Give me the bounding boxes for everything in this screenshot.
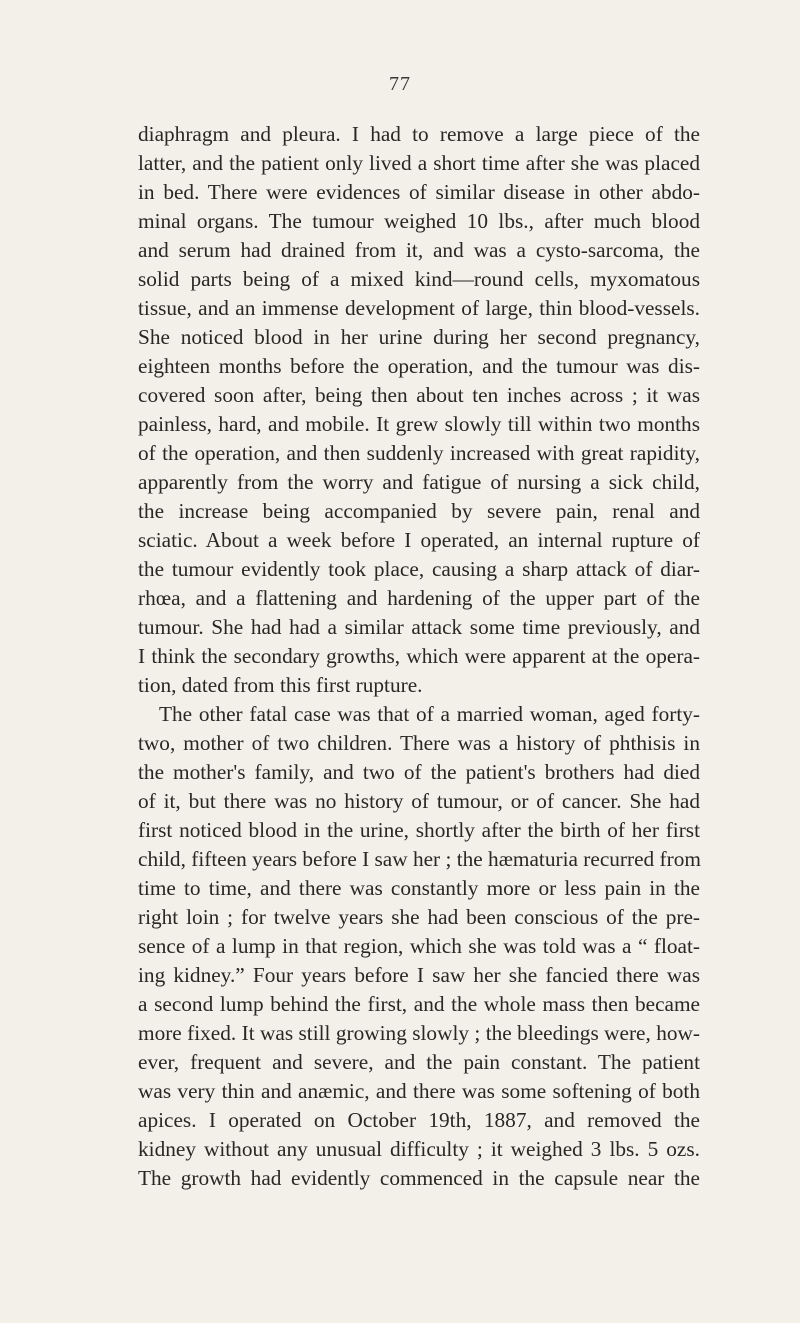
text-line: a second lump behind the first, and the whole mass then became [138,992,700,1016]
text-line: She noticed blood in her urine during her second pregnancy, [138,325,700,349]
text-line: the mother's family, and two of the patient's brothers had died [138,760,700,784]
text-line: sciatic. About a week before I operated, an internal rupture of [138,528,700,552]
text-line: kidney without any unusual difficulty ; it weighed 3 lbs. 5 ozs. [138,1137,700,1161]
text-line: tumour. She had had a similar attack some time previously, and [138,615,700,639]
text-line: tissue, and an immense development of large, thin blood-vessels. [138,296,700,320]
text-line: solid parts being of a mixed kind—round cells, myxomatous [138,267,700,291]
text-line: and serum had drained from it, and was a cysto-sarcoma, the [138,238,700,262]
text-line: latter, and the patient only lived a short time after she was placed [138,151,700,175]
text-line: rhœa, and a flattening and hardening of the upper part of the [138,586,700,610]
text-line: ever, frequent and severe, and the pain constant. The patient [138,1050,700,1074]
text-line: in bed. There were evidences of similar disease in other abdo- [138,180,700,204]
text-line: of the operation, and then suddenly increased with great rapidity, [138,441,700,465]
text-line: sence of a lump in that region, which she was told was a “ float- [138,934,700,958]
text-line: of it, but there was no history of tumour, or of cancer. She had [138,789,700,813]
text-line: ing kidney.” Four years before I saw her she fancied there was [138,963,700,987]
text-line: covered soon after, being then about ten inches across ; it was [138,383,700,407]
text-line: child, fifteen years before I saw her ; the hæmaturia recurred from [138,847,701,871]
text-line: was very thin and anæmic, and there was some softening of both [138,1079,700,1103]
text-line: the increase being accompanied by severe pain, renal and [138,499,700,523]
text-line: The growth had evidently commenced in the capsule near the [138,1166,700,1190]
text-line: time to time, and there was constantly more or less pain in the [138,876,700,900]
text-line: minal organs. The tumour weighed 10 lbs., after much blood [138,209,700,233]
text-line: apparently from the worry and fatigue of nursing a sick child, [138,470,700,494]
text-line: apices. I operated on October 19th, 1887, and removed the [138,1108,700,1132]
text-line: tion, dated from this first rupture. [138,673,423,697]
text-line: more fixed. It was still growing slowly ; the bleedings were, how- [138,1021,700,1045]
text-line: The other fatal case was that of a married woman, aged forty- [159,702,700,726]
text-line: I think the secondary growths, which were apparent at the opera- [138,644,700,668]
text-line: the tumour evidently took place, causing a sharp attack of diar- [138,557,700,581]
text-line: right loin ; for twelve years she had been conscious of the pre- [138,905,700,929]
page-number: 77 [389,73,411,95]
text-line: painless, hard, and mobile. It grew slowly till within two months [138,412,700,436]
text-line: eighteen months before the operation, and the tumour was dis- [138,354,700,378]
text-line: diaphragm and pleura. I had to remove a large piece of the [138,122,700,146]
text-line: two, mother of two children. There was a history of phthisis in [138,731,700,755]
text-line: first noticed blood in the urine, shortly after the birth of her first [138,818,700,842]
